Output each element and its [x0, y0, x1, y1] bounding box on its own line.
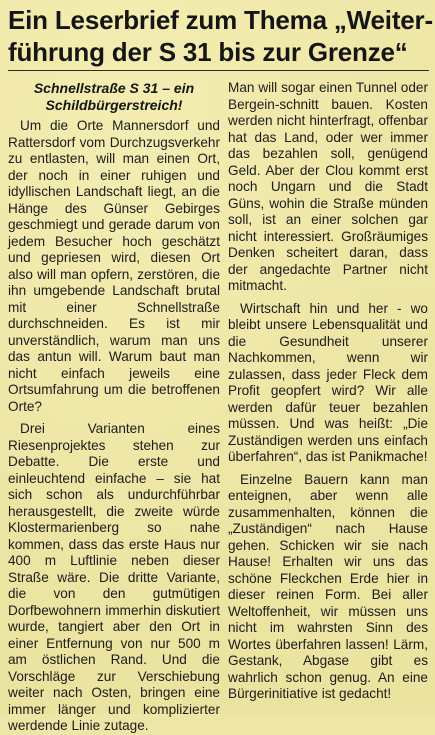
article-paragraph: Wirtschaft hin und her - wo bleibt unsere Lebensqualität und die Gesundheit unserer Nachkommen, wenn wir zulassen, dass jeder Fleck dem Profit geopfert wird? Wir alle werden dafür teuer bezahlen müssen. Und was heißt: „Die Zuständigen werden uns einfach überfahren“, das ist Panikmache!	[228, 300, 428, 464]
article-column-left	[8, 80, 220, 735]
article-paragraph: Um die Orte Mannersdorf und Rattersdorf vom Durchzugsverkehr zu entlasten, will man einen Ort, der noch in einer ruhigen und idyllischen Landschaft liegt, an die Hänge des Günser Gebirges geschmiegt und gerade darum von jedem Besucher hoch geschätzt und gepriesen wird, diesen Ort also will man opfern, zerstören, die ihn umgebende Landschaft brutal mit einer Schnellstraße durchschneiden. Es ist mir unverständlich, warum man uns das antun will. Warum baut man nicht einfach jeweils eine Ortsumfahrung um die betroffenen Orte?	[8, 118, 220, 414]
article-paragraph: Man will sogar einen Tunnel oder Bergein-schnitt bauen. Kosten werden nicht hinterfragt, offenbar hat das Land, oder wer immer das bezahlen soll, genügend Geld. Aber der Clou kommt erst noch Ungarn und die Stadt Güns, wohin die Straße münden soll, ist an einer solchen gar nicht interessiert. Großräumiges Denken scheitert daran, dass der angedachte Partner nicht mitmacht.	[228, 80, 428, 293]
article-paragraph: Einzelne Bauern kann man enteignen, aber wenn alle zusammenhalten, können die „Zuständigen“ nach Hause gehen. Schicken wir sie nach Hause! Erhalten wir uns das schöne Fleckchen Erde hier in dieser reinen Form. Bei aller Weltoffenheit, wir müssen uns nicht im wahrsten Sinn des Wortes überfahren lassen! Lärm, Gestank, Abgase gibt es wahrlich schon genug. An eine Bürgerinitiative ist gedacht!	[228, 471, 428, 701]
article-subhead: Schnellstraße S 31 – ein Schildbürgerstreich!	[33, 80, 195, 113]
article-column-right	[228, 80, 428, 703]
headline	[8, 4, 432, 68]
headline-line-1: Ein Leserbrief zum Thema „Weiter-	[8, 5, 433, 35]
article-paragraph: Drei Varianten eines Riesenprojektes stehen zur Debatte. Die erste und einleuchtend einfache – sie hat sich schon als undurchführbar herausgestellt, die zweite würde Klostermarienberg so nahe kommen, dass das erste Haus nur 400 m Luftlinie neben dieser Straße wäre. Die dritte Variante, die von den gutmütigen Dorfbewohnern immerhin diskutiert wurde, tangiert aber den Ort in einer Entfernung von nur 500 m am östlichen Rand. Und die Vorschläge zur Verschiebung weiter nach Osten, bringen eine immer länger und komplizierter werdende Linie zutage.	[8, 421, 220, 733]
headline-line-2: führung der S 31 bis zur Grenze“	[8, 37, 408, 67]
headline-rule	[8, 70, 429, 71]
